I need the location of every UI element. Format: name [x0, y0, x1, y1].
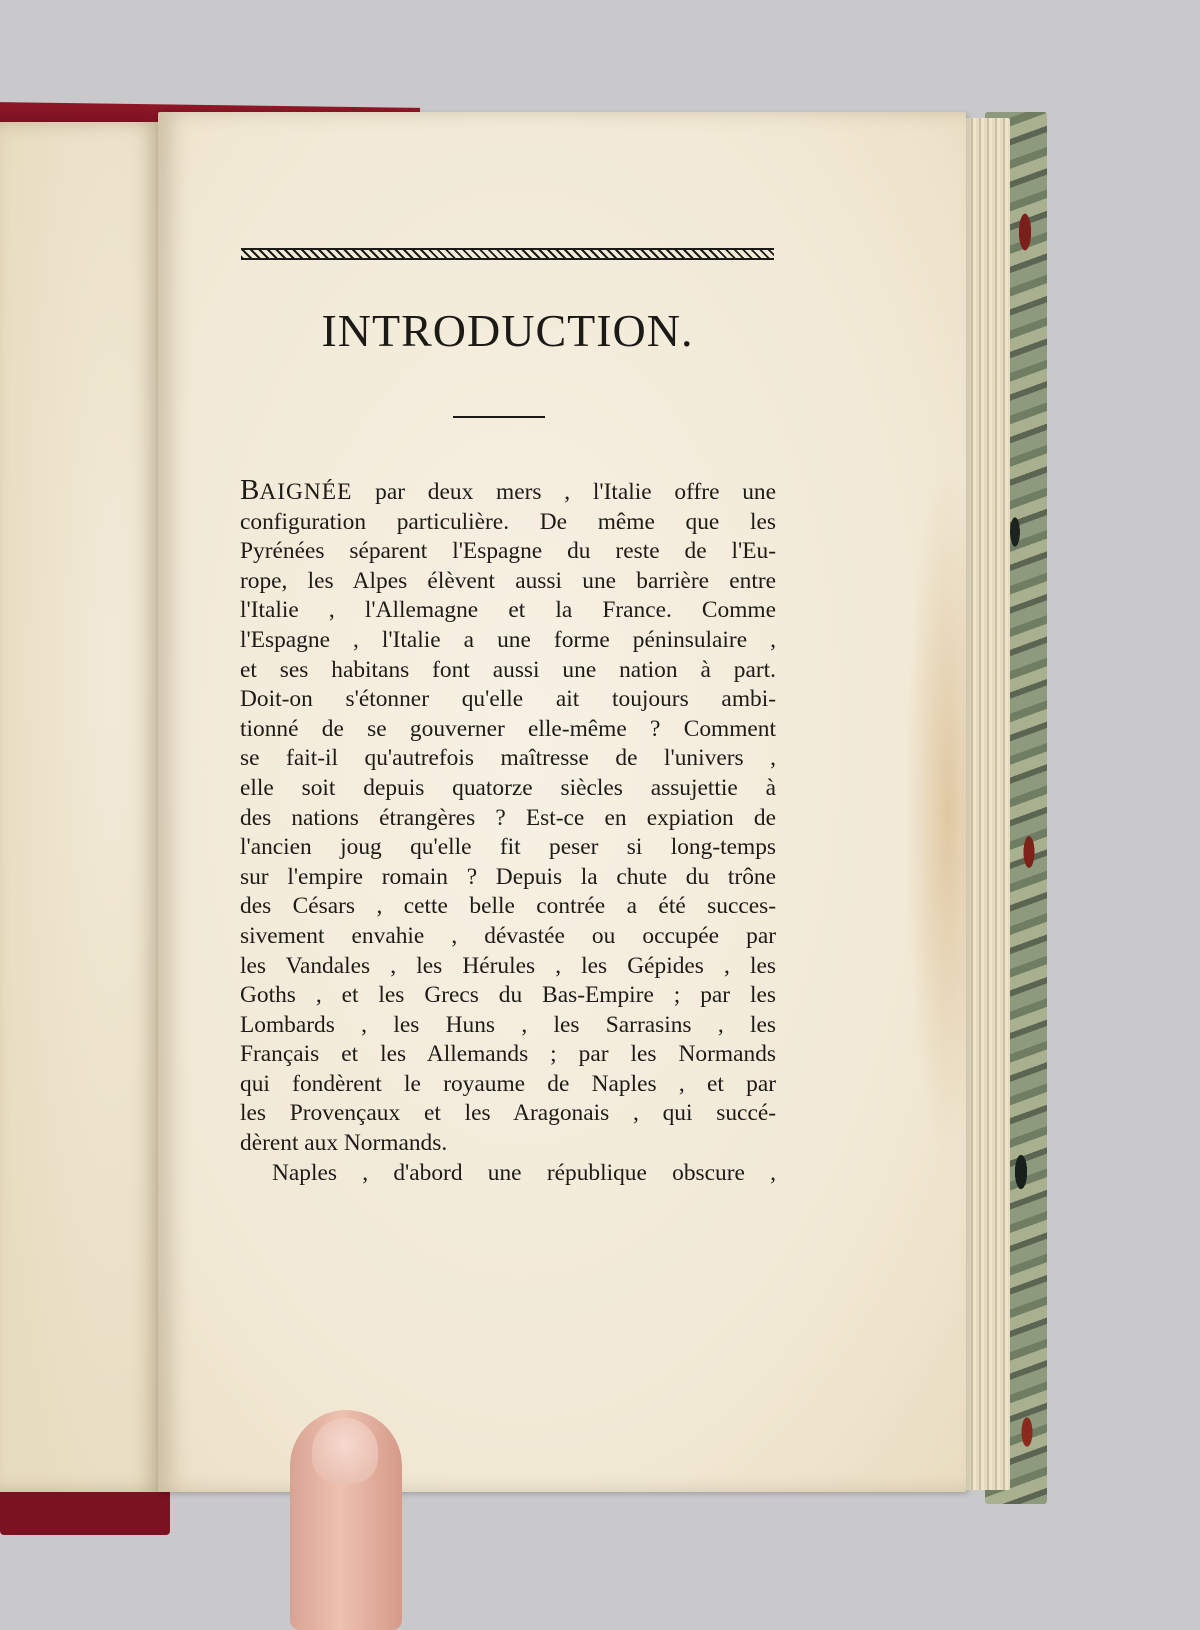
text-line: Goths , et les Grecs du Bas-Empire ; par les	[240, 982, 776, 1009]
text-line: Pyrénées séparent l'Espagne du reste de l'Eu-	[240, 538, 776, 565]
text-line: BAIGNÉE par deux mers , l'Italie offre une	[240, 476, 776, 506]
text-line: Lombards , les Huns , les Sarrasins , les	[240, 1011, 776, 1038]
text-line: les Provençaux et les Aragonais , qui succé-	[240, 1100, 776, 1127]
text-line: Français et les Allemands ; par les Normands	[240, 1041, 776, 1068]
text-line: se fait-il qu'autrefois maîtresse de l'univers ,	[240, 745, 776, 772]
first-word-rest: AIGNÉE	[259, 479, 353, 505]
title-rule	[453, 416, 545, 418]
right-page	[158, 112, 966, 1492]
text-line-last: Naples , d'abord une république obscure ,	[272, 1159, 776, 1186]
text-line: qui fondèrent le royaume de Naples , et par	[240, 1070, 776, 1097]
text-line: configuration particulière. De même que les	[240, 508, 776, 535]
header-ornament	[241, 248, 774, 260]
drop-cap: B	[240, 476, 260, 506]
text-line: Doit-on s'étonner qu'elle ait toujours ambi-	[240, 686, 776, 713]
text-line: tionné de se gouverner elle-même ? Comment	[240, 715, 776, 742]
text-line: des Césars , cette belle contrée a été succes-	[240, 893, 776, 920]
text-line: l'ancien joug qu'elle fit peser si long-temps	[240, 834, 776, 861]
text-line: elle soit depuis quatorze siècles assujettie à	[240, 774, 776, 801]
left-page	[0, 122, 160, 1492]
page-edges	[960, 118, 1010, 1490]
text-line: les Vandales , les Hérules , les Gépides , les	[240, 952, 776, 979]
text-line: des nations étrangères ? Est-ce en expiation de	[240, 804, 776, 831]
finger	[290, 1410, 402, 1630]
fingernail	[312, 1418, 378, 1484]
text-line: rope, les Alpes élèvent aussi une barrière entre	[240, 567, 776, 594]
text-line: l'Espagne , l'Italie a une forme péninsulaire ,	[240, 626, 776, 653]
text-line: l'Italie , l'Allemagne et la France. Comme	[240, 597, 776, 624]
body-text	[240, 476, 776, 1188]
text-line: sivement envahie , dévastée ou occupée par	[240, 922, 776, 949]
text-line: dèrent aux Normands.	[240, 1130, 448, 1157]
page-title: INTRODUCTION.	[321, 305, 694, 356]
text-line: sur l'empire romain ? Depuis la chute du trône	[240, 863, 776, 890]
text-line: et ses habitans font aussi une nation à part.	[240, 656, 776, 683]
